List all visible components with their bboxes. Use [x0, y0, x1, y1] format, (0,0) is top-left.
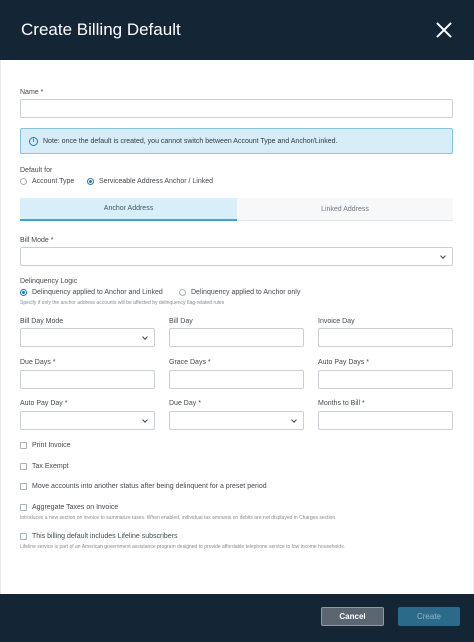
grace-days-label-text: Grace Days: [169, 359, 206, 366]
bill-day-mode-select[interactable]: [20, 328, 155, 347]
close-icon[interactable]: [436, 22, 452, 38]
auto-pay-days-input[interactable]: [318, 370, 453, 389]
name-input[interactable]: [20, 99, 453, 118]
radio-delinquency-anchor-linked[interactable]: [20, 289, 27, 296]
bill-mode-select[interactable]: [20, 247, 453, 266]
months-to-bill-label-text: Months to Bill: [318, 400, 361, 407]
tab-linked-address[interactable]: Linked Address: [237, 198, 453, 221]
auto-pay-days-label-text: Auto Pay Days: [318, 359, 365, 366]
print-invoice-checkbox[interactable]: [20, 442, 27, 449]
note-text: Note: once the default is created, you cannot switch between Account Type and Anchor/Linked.: [43, 137, 338, 145]
create-button[interactable]: Create: [398, 607, 460, 626]
required-mark: *: [361, 400, 365, 407]
due-days-label-text: Due Days: [20, 359, 51, 366]
name-label-text: Name: [20, 89, 39, 96]
bill-day-label: Bill Day: [169, 318, 193, 325]
tax-exempt-checkbox[interactable]: [20, 463, 27, 470]
cancel-button[interactable]: Cancel: [321, 607, 384, 626]
default-for-label: Default for: [20, 167, 53, 174]
delinquency-hint: Specify if only the anchor address accounts will be affected by delinquency flag-related rules: [20, 300, 225, 306]
radio-delinquency-anchor-linked-label: Delinquency applied to Anchor and Linked: [32, 289, 163, 296]
due-days-input[interactable]: [20, 370, 155, 389]
tab-anchor-address[interactable]: Anchor Address: [20, 198, 237, 221]
due-day-select[interactable]: [169, 411, 304, 430]
move-accounts-checkbox[interactable]: [20, 483, 27, 490]
lifeline-label: This billing default includes Lifeline subscribers: [32, 533, 178, 540]
radio-serviceable-address-label: Serviceable Address Anchor / Linked: [99, 178, 214, 185]
name-label: [20, 89, 43, 96]
auto-pay-day-label-text: Auto Pay Day: [20, 400, 63, 407]
due-day-label: [169, 400, 201, 407]
radio-delinquency-anchor-only[interactable]: [179, 289, 186, 296]
required-mark: *: [52, 359, 56, 366]
required-mark: *: [207, 359, 211, 366]
auto-pay-day-select[interactable]: [20, 411, 155, 430]
bill-mode-label: [20, 237, 53, 244]
radio-serviceable-address[interactable]: [87, 178, 94, 185]
months-to-bill-input[interactable]: [318, 411, 453, 430]
modal-title: Create Billing Default: [21, 20, 181, 39]
grace-days-label: [169, 359, 211, 366]
tax-exempt-label: Tax Exempt: [32, 463, 69, 470]
info-icon: i: [29, 137, 38, 146]
invoice-day-input[interactable]: [318, 328, 453, 347]
aggregate-taxes-hint: Introduces a new section on invoice to summarize taxes. When enabled, individual tax amounts on debits are not displayed in Charges section.: [20, 515, 337, 521]
aggregate-taxes-label: Aggregate Taxes on Invoice: [32, 504, 119, 511]
print-invoice-label: Print Invoice: [32, 442, 71, 449]
bill-day-input[interactable]: [169, 328, 304, 347]
lifeline-checkbox[interactable]: [20, 533, 27, 540]
radio-account-type-label: Account Type: [32, 178, 75, 185]
required-mark: *: [50, 237, 54, 244]
radio-delinquency-anchor-only-label: Delinquency applied to Anchor only: [191, 289, 301, 296]
radio-account-type[interactable]: [20, 178, 27, 185]
grace-days-input[interactable]: [169, 370, 304, 389]
bill-day-mode-label: Bill Day Mode: [20, 318, 64, 325]
auto-pay-day-label: [20, 400, 68, 407]
due-day-label-text: Due Day: [169, 400, 197, 407]
invoice-day-label: Invoice Day: [318, 318, 355, 325]
required-mark: *: [40, 89, 44, 96]
required-mark: *: [198, 400, 201, 407]
required-mark: *: [64, 400, 68, 407]
move-accounts-label: Move accounts into another status after being delinquent for a preset period: [32, 483, 267, 490]
aggregate-taxes-checkbox[interactable]: [20, 504, 27, 511]
due-days-label: [20, 359, 55, 366]
note-banner: [20, 128, 453, 154]
lifeline-hint: Lifeline service is part of an American government assistance program designed to provide affordable telephone service to low income households.: [20, 544, 346, 550]
months-to-bill-label: [318, 400, 365, 407]
bill-mode-label-text: Bill Mode: [20, 237, 49, 244]
modal-header: [0, 0, 474, 60]
auto-pay-days-label: [318, 359, 369, 366]
delinquency-label: Delinquency Logic: [20, 278, 78, 285]
required-mark: *: [366, 359, 369, 366]
